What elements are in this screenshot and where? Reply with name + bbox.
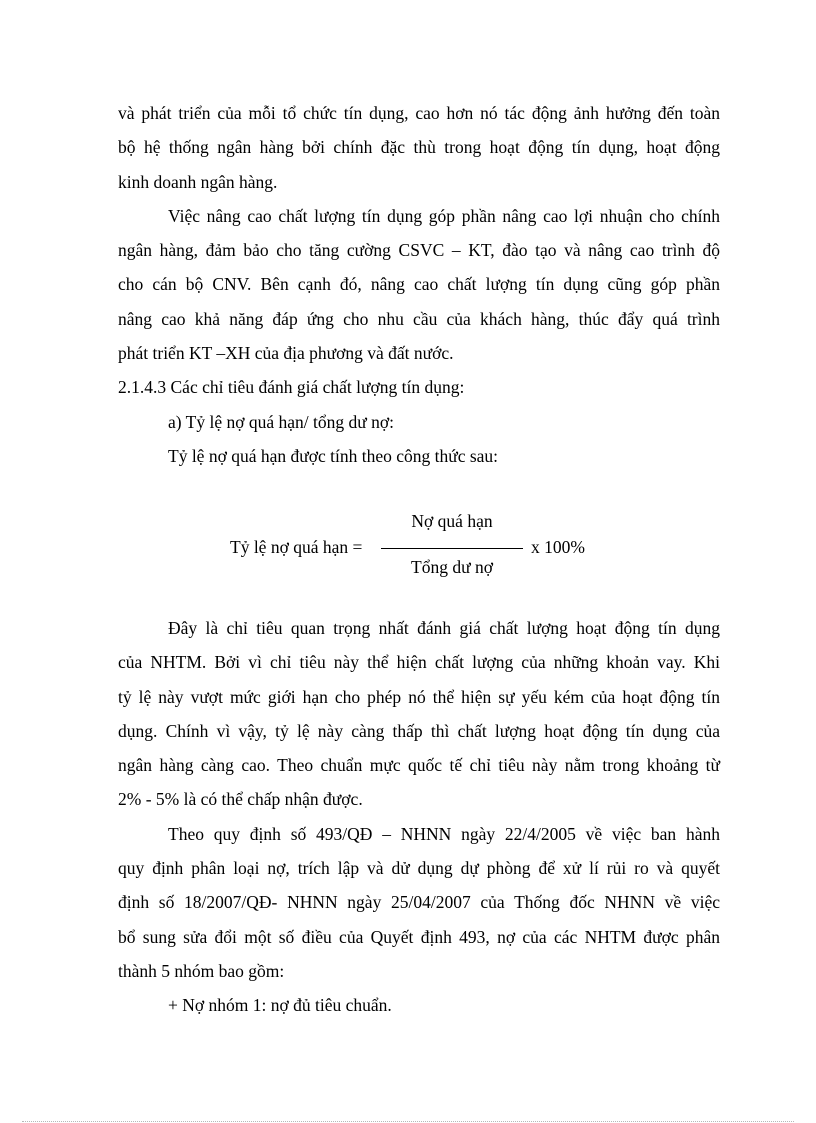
page-bottom-divider [22, 1121, 794, 1122]
paragraph-2-line-3: cho cán bộ CNV. Bên cạnh đó, nâng cao chất lượng tín dụng cũng góp phần [118, 274, 720, 295]
paragraph-3-line-6: 2% - 5% là có thể chấp nhận được. [118, 789, 363, 810]
list-item-1: + Nợ nhóm 1: nợ đủ tiêu chuẩn. [168, 995, 392, 1016]
paragraph-4-line-5: thành 5 nhóm bao gồm: [118, 960, 285, 981]
paragraph-3-line-2: của NHTM. Bởi vì chỉ tiêu này thể hiện chất lượng của những khoản vay. Khi [118, 652, 720, 673]
fraction-bar [381, 548, 523, 549]
paragraph-4-line-1: Theo quy định số 493/QĐ – NHNN ngày 22/4/2005 về việc ban hành [168, 823, 720, 844]
formula-intro: Tỷ lệ nợ quá hạn được tính theo công thức sau: [168, 445, 499, 466]
paragraph-1-line-2: bộ hệ thống ngân hàng bởi chính đặc thù trong hoạt động tín dụng, hoạt động [118, 137, 720, 158]
paragraph-1-line-3: kinh doanh ngân hàng. [118, 171, 278, 192]
paragraph-1-line-1: và phát triển của mỗi tổ chức tín dụng, cao hơn nó tác động ảnh hưởng đến toàn [118, 103, 720, 123]
subheading-a: a) Tỷ lệ nợ quá hạn/ tổng dư nợ: [168, 411, 394, 432]
document-page [118, 96, 720, 1016]
paragraph-2 [118, 199, 720, 370]
paragraph-4-line-3: định số 18/2007/QĐ- NHNN ngày 25/04/2007 của Thống đốc NHNN về việc [118, 892, 720, 913]
paragraph-3-line-5: ngân hàng càng cao. Theo chuẩn mực quốc tế chỉ tiêu này nằm trong khoảng từ [118, 755, 720, 776]
paragraph-4-line-4: bổ sung sửa đổi một số điều của Quyết định 493, nợ của các NHTM được phân [118, 926, 720, 947]
formula-multiplier: x 100% [531, 537, 585, 557]
formula-numerator: Nợ quá hạn [411, 511, 493, 531]
paragraph-3-line-3: tỷ lệ này vượt mức giới hạn cho phép nó thể hiện sự yếu kém của hoạt động tín [118, 686, 720, 707]
paragraph-2-line-1: Việc nâng cao chất lượng tín dụng góp phần nâng cao lợi nhuận cho chính [168, 205, 720, 226]
paragraph-1 [118, 96, 720, 199]
paragraph-4-line-2: quy định phân loại nợ, trích lập và dử dụng dự phòng để xử lí rủi ro và quyết [118, 858, 720, 879]
paragraph-4 [118, 817, 720, 988]
paragraph-3 [118, 611, 720, 817]
paragraph-3-line-1: Đây là chỉ tiêu quan trọng nhất đánh giá chất lượng hoạt động tín dụng [168, 618, 720, 638]
formula-lhs: Tỷ lệ nợ quá hạn = [230, 537, 363, 557]
lower-content [118, 611, 720, 1023]
formula-block [118, 505, 720, 595]
paragraph-2-line-5: phát triển KT –XH của địa phương và đất nước. [118, 343, 454, 364]
paragraph-3-line-4: dụng. Chính vì vậy, tỷ lệ này càng thấp thì chất lượng hoạt động tín dụng của [118, 720, 720, 741]
paragraph-2-line-2: ngân hàng, đảm bảo cho tăng cường CSVC – KT, đào tạo và nâng cao trình độ [118, 240, 720, 261]
paragraph-2-line-4: nâng cao khả năng đáp ứng cho nhu cầu của khách hàng, thúc đẩy quá trình [118, 308, 720, 329]
formula-denominator: Tổng dư nợ [411, 557, 493, 577]
section-heading: 2.1.4.3 Các chỉ tiêu đánh giá chất lượng tín dụng: [118, 377, 465, 398]
